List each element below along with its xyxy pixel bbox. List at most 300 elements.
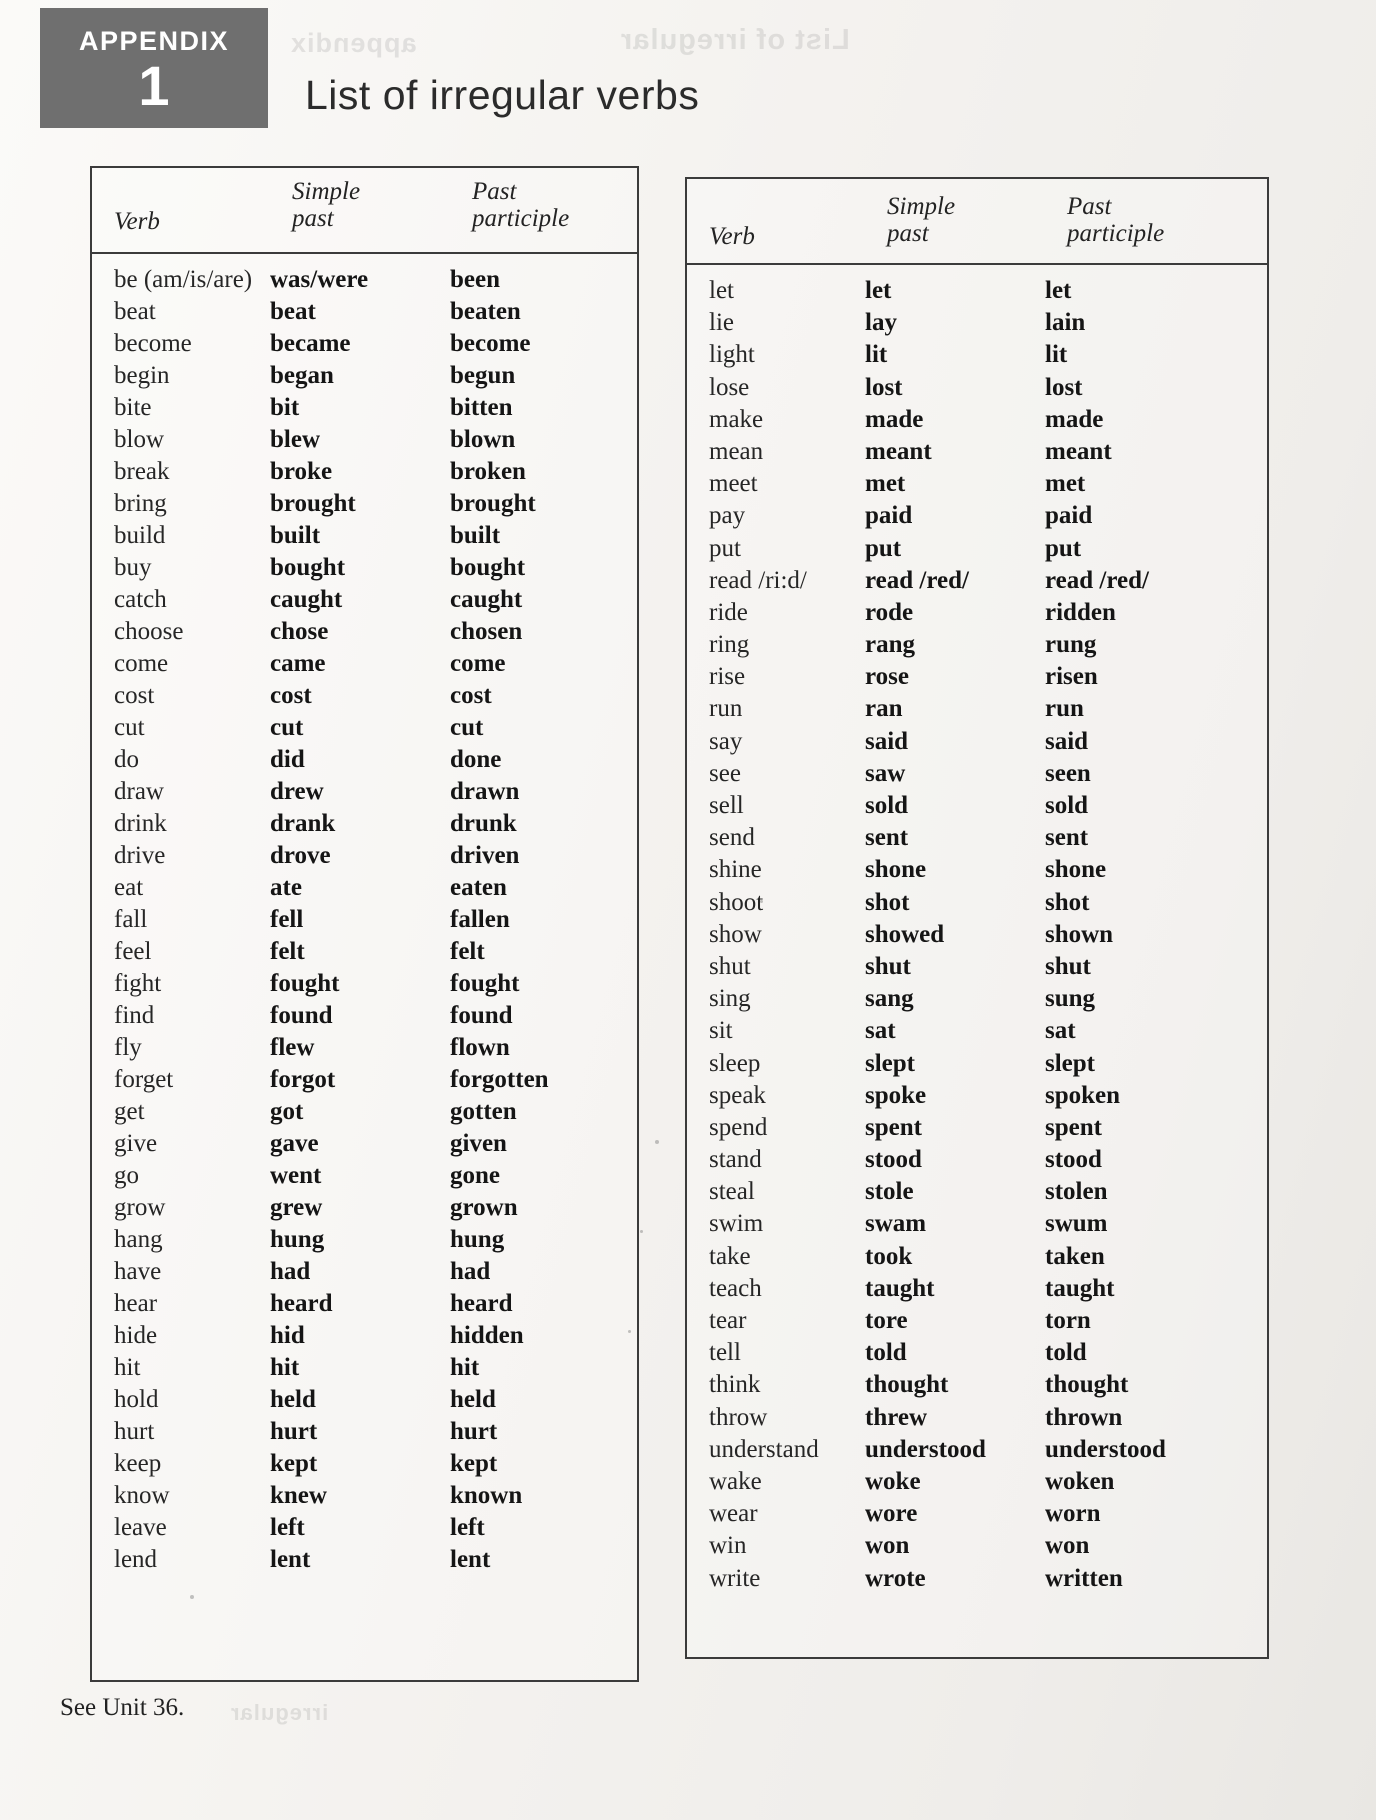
cell-simple-past: hung (270, 1226, 325, 1253)
cell-verb: tell (709, 1339, 741, 1367)
cell-past-participle: caught (450, 586, 523, 613)
cell-past-participle: become (450, 330, 531, 357)
cell-simple-past: broke (270, 458, 333, 485)
column-header-past-participle-line2: participle (1067, 220, 1165, 247)
cell-verb: drink (114, 810, 167, 837)
cell-simple-past: lost (865, 373, 903, 401)
column-header-simple-past-line2: past (292, 205, 334, 232)
cell-verb: begin (114, 362, 170, 389)
cell-past-participle: paid (1045, 502, 1093, 530)
cell-verb: show (709, 920, 762, 948)
cell-past-participle: done (450, 746, 502, 773)
cell-past-participle: hung (450, 1226, 505, 1253)
table-row (687, 693, 1267, 725)
cell-verb: do (114, 746, 139, 773)
cell-verb: shine (709, 856, 762, 884)
cell-simple-past: did (270, 746, 305, 773)
cell-verb: go (114, 1162, 139, 1189)
cell-past-participle: shone (1045, 856, 1107, 884)
table-header-left (92, 168, 637, 254)
cell-past-participle: felt (450, 938, 485, 965)
cell-past-participle: thought (1045, 1371, 1129, 1399)
paper-speck (190, 1595, 194, 1599)
cell-verb: meet (709, 470, 758, 498)
cell-verb: give (114, 1130, 158, 1157)
cell-verb: catch (114, 586, 167, 613)
cell-past-participle: sold (1045, 792, 1089, 819)
cell-past-participle: rung (1045, 631, 1097, 659)
cell-past-participle: lain (1045, 309, 1086, 337)
cell-simple-past: forgot (270, 1066, 336, 1093)
table-row (687, 1015, 1267, 1047)
cell-verb: read /ri:d/ (709, 566, 807, 594)
cell-simple-past: bit (270, 394, 300, 421)
cell-verb: fall (114, 906, 148, 933)
cell-verb: ring (709, 631, 750, 659)
cell-simple-past: taught (865, 1274, 935, 1302)
column-header-past-participle-line1: Past (1067, 193, 1112, 220)
cell-past-participle: meant (1045, 437, 1112, 465)
cell-past-participle: lit (1045, 341, 1068, 369)
cell-past-participle: forgotten (450, 1066, 549, 1093)
table-row (687, 1530, 1267, 1562)
column-header-simple-past (292, 178, 360, 232)
cell-simple-past: drove (270, 842, 331, 869)
table-row (687, 1498, 1267, 1530)
cell-simple-past: wrote (865, 1564, 926, 1592)
cell-simple-past: told (865, 1339, 907, 1367)
cell-past-participle: stood (1045, 1146, 1102, 1174)
table-row (687, 1434, 1267, 1466)
cell-past-participle: hurt (450, 1418, 498, 1445)
cell-verb: choose (114, 618, 184, 645)
cell-verb: think (709, 1371, 761, 1399)
cell-past-participle: drunk (450, 810, 517, 837)
table-row (92, 1544, 637, 1576)
cell-verb: speak (709, 1081, 766, 1109)
cell-simple-past: came (270, 650, 326, 677)
cell-simple-past: ran (865, 695, 903, 723)
cell-past-participle: spent (1045, 1113, 1102, 1141)
table-row (687, 1144, 1267, 1176)
cell-verb: swim (709, 1210, 764, 1238)
cell-past-participle: risen (1045, 663, 1098, 691)
cell-simple-past: drew (270, 778, 324, 805)
cell-past-participle: won (1045, 1532, 1090, 1560)
table-row (92, 456, 637, 488)
cell-verb: bite (114, 394, 152, 421)
cell-past-participle: sent (1045, 824, 1089, 852)
table-row (687, 1241, 1267, 1273)
cell-verb: send (709, 824, 755, 852)
cell-past-participle: ridden (1045, 598, 1116, 626)
cell-simple-past: was/were (270, 266, 369, 293)
cell-past-participle: found (450, 1002, 513, 1029)
cell-verb: stand (709, 1146, 762, 1174)
cell-simple-past: brought (270, 490, 356, 517)
cell-simple-past: drank (270, 810, 336, 837)
cell-simple-past: lent (270, 1546, 311, 1573)
cell-simple-past: left (270, 1514, 305, 1541)
cell-simple-past: beat (270, 298, 316, 325)
cell-verb: steal (709, 1178, 755, 1206)
cell-past-participle: taught (1045, 1274, 1115, 1302)
cell-verb: let (709, 277, 734, 304)
cell-verb: fight (114, 970, 162, 997)
cell-verb: know (114, 1482, 170, 1509)
paper-speck (628, 1330, 631, 1333)
cell-past-participle: torn (1045, 1307, 1091, 1334)
cell-past-participle: stolen (1045, 1178, 1108, 1206)
column-header-simple-past-line1: Simple (292, 178, 361, 205)
cell-simple-past: swam (865, 1210, 927, 1238)
cell-verb: throw (709, 1403, 768, 1431)
cell-simple-past: slept (865, 1049, 915, 1077)
cell-verb: hit (114, 1354, 141, 1381)
table-row (92, 680, 637, 712)
cell-simple-past: rang (865, 631, 915, 659)
cell-past-participle: sung (1045, 985, 1096, 1013)
cell-past-participle: bitten (450, 394, 513, 421)
cell-past-participle: fallen (450, 906, 510, 933)
table-row (687, 404, 1267, 436)
table-row (687, 951, 1267, 983)
appendix-label: APPENDIX (78, 26, 230, 56)
table-row (92, 424, 637, 456)
cell-past-participle: read /red/ (1045, 566, 1149, 594)
table-row (92, 1384, 637, 1416)
cell-verb: lose (709, 373, 750, 401)
cell-simple-past: let (865, 277, 892, 304)
cell-verb: build (114, 522, 166, 549)
cell-simple-past: shone (865, 856, 927, 884)
cell-simple-past: cut (270, 714, 304, 741)
page-title: List of irregular verbs (305, 72, 700, 118)
cell-verb: feel (114, 938, 152, 965)
cell-past-participle: sat (1045, 1017, 1076, 1045)
table-row (92, 904, 637, 936)
cell-past-participle: fought (450, 970, 520, 997)
cell-past-participle: said (1045, 727, 1089, 755)
table-row (92, 488, 637, 520)
cell-past-participle: held (450, 1386, 496, 1413)
cell-past-participle: built (450, 522, 501, 549)
cell-past-participle: cost (450, 682, 492, 709)
table-row (92, 1224, 637, 1256)
cell-verb: grow (114, 1194, 166, 1221)
cell-past-participle: been (450, 266, 500, 293)
cell-simple-past: heard (270, 1290, 333, 1317)
table-row (687, 726, 1267, 758)
cell-past-participle: drawn (450, 778, 520, 805)
cell-past-participle: thrown (1045, 1403, 1123, 1431)
table-row (687, 307, 1267, 339)
cell-simple-past: began (270, 362, 334, 389)
table-body-left (92, 254, 637, 1576)
cell-simple-past: hit (270, 1354, 300, 1381)
table-row (687, 533, 1267, 565)
cell-simple-past: sat (865, 1017, 896, 1045)
table-row (687, 629, 1267, 661)
cell-simple-past: fell (270, 906, 304, 933)
cell-past-participle: come (450, 650, 506, 677)
cell-verb: sing (709, 985, 751, 1013)
table-row (92, 1064, 637, 1096)
table-row (92, 744, 637, 776)
cell-verb: cost (114, 682, 155, 709)
cell-verb: understand (709, 1435, 819, 1463)
cell-past-participle: kept (450, 1450, 498, 1477)
cell-past-participle: bought (450, 554, 526, 581)
cell-simple-past: paid (865, 502, 913, 530)
cell-simple-past: sang (865, 985, 914, 1013)
cell-past-participle: taken (1045, 1242, 1105, 1270)
cell-past-participle: eaten (450, 874, 507, 901)
cell-past-participle: driven (450, 842, 520, 869)
cell-past-participle: told (1045, 1339, 1087, 1367)
cell-verb: run (709, 695, 743, 723)
table-row (687, 1369, 1267, 1401)
table-row (92, 1000, 637, 1032)
cell-verb: tear (709, 1307, 747, 1334)
cell-past-participle: broken (450, 458, 526, 485)
bleedthrough-text-top-right: List of irregular (620, 24, 850, 56)
cell-verb: shoot (709, 888, 764, 916)
cell-past-participle: met (1045, 470, 1086, 498)
irregular-verbs-table-left (90, 166, 639, 1682)
cell-simple-past: shot (865, 888, 910, 916)
column-header-past-participle (1067, 193, 1164, 247)
table-row (92, 1352, 637, 1384)
table-row (92, 1192, 637, 1224)
cell-verb: make (709, 405, 764, 433)
cell-past-participle: understood (1045, 1435, 1166, 1463)
cell-verb: write (709, 1564, 761, 1592)
table-row (92, 808, 637, 840)
cell-simple-past: meant (865, 437, 932, 465)
cell-past-participle: beaten (450, 298, 521, 325)
cell-simple-past: saw (865, 759, 906, 787)
cell-simple-past: won (865, 1532, 910, 1560)
cell-verb: see (709, 759, 741, 787)
cell-verb: put (709, 534, 741, 562)
paper-speck (760, 900, 763, 903)
table-row (687, 275, 1267, 307)
column-header-past-participle-line2: participle (472, 205, 570, 232)
cell-verb: hear (114, 1290, 158, 1317)
cell-verb: come (114, 650, 169, 677)
table-row (92, 1096, 637, 1128)
cell-past-participle: worn (1045, 1500, 1101, 1528)
cell-past-participle: flown (450, 1034, 510, 1061)
cell-past-participle: made (1045, 405, 1104, 433)
cell-verb: eat (114, 874, 144, 901)
cell-verb: pay (709, 502, 746, 530)
table-row (687, 1563, 1267, 1595)
table-row (92, 936, 637, 968)
table-row (687, 500, 1267, 532)
cell-verb: teach (709, 1274, 762, 1302)
table-row (687, 1048, 1267, 1080)
cell-past-participle: shut (1045, 952, 1091, 980)
cell-simple-past: kept (270, 1450, 318, 1477)
table-row (687, 1080, 1267, 1112)
cell-verb: spend (709, 1113, 768, 1141)
cell-simple-past: sent (865, 824, 909, 852)
column-header-past-participle (472, 178, 569, 232)
cell-simple-past: read /red/ (865, 566, 969, 594)
table-row (687, 854, 1267, 886)
cell-verb: become (114, 330, 192, 357)
cell-verb: draw (114, 778, 164, 805)
column-header-simple-past (887, 193, 955, 247)
table-body-right (687, 265, 1267, 1595)
cell-simple-past: sold (865, 792, 909, 819)
cell-simple-past: got (270, 1098, 304, 1125)
bleedthrough-text-top-left: appendix (290, 28, 417, 58)
cell-verb: forget (114, 1066, 174, 1093)
cell-verb: hang (114, 1226, 163, 1253)
cell-simple-past: shut (865, 952, 911, 980)
column-header-simple-past-line1: Simple (887, 193, 956, 220)
table-row (92, 520, 637, 552)
cell-past-participle: begun (450, 362, 516, 389)
cell-verb: blow (114, 426, 164, 453)
cell-simple-past: became (270, 330, 351, 357)
cell-simple-past: understood (865, 1435, 986, 1463)
cell-simple-past: knew (270, 1482, 327, 1509)
cell-verb: wake (709, 1467, 762, 1495)
cell-simple-past: thought (865, 1371, 949, 1399)
table-row (687, 983, 1267, 1015)
table-row (687, 1402, 1267, 1434)
cell-simple-past: rode (865, 598, 914, 626)
cell-past-participle: blown (450, 426, 516, 453)
table-row (92, 1256, 637, 1288)
cell-past-participle: brought (450, 490, 536, 517)
cell-verb: break (114, 458, 170, 485)
cell-verb: sleep (709, 1049, 761, 1077)
table-header-right (687, 179, 1267, 265)
cell-simple-past: tore (865, 1307, 908, 1334)
table-row (687, 436, 1267, 468)
table-row (92, 1320, 637, 1352)
table-row (687, 919, 1267, 951)
cell-simple-past: met (865, 470, 906, 498)
cell-past-participle: grown (450, 1194, 518, 1221)
column-header-verb: Verb (709, 223, 755, 250)
cell-past-participle: lent (450, 1546, 491, 1573)
cell-simple-past: built (270, 522, 321, 549)
column-header-verb: Verb (114, 208, 160, 235)
cell-simple-past: made (865, 405, 924, 433)
cell-simple-past: blew (270, 426, 320, 453)
cell-verb: buy (114, 554, 152, 581)
cell-verb: lend (114, 1546, 158, 1573)
cell-verb: cut (114, 714, 145, 741)
cell-simple-past: hurt (270, 1418, 318, 1445)
cell-simple-past: took (865, 1242, 913, 1270)
cell-simple-past: wore (865, 1500, 918, 1528)
table-row (92, 1416, 637, 1448)
cell-simple-past: threw (865, 1403, 928, 1431)
table-row (687, 1466, 1267, 1498)
table-row (92, 1160, 637, 1192)
table-row (92, 392, 637, 424)
see-unit-note: See Unit 36. (60, 1694, 185, 1721)
cell-simple-past: stood (865, 1146, 922, 1174)
cell-past-participle: hidden (450, 1322, 524, 1349)
cell-verb: say (709, 727, 743, 755)
cell-past-participle: shot (1045, 888, 1090, 916)
cell-past-participle: cut (450, 714, 484, 741)
cell-simple-past: flew (270, 1034, 315, 1061)
table-row (92, 1448, 637, 1480)
cell-simple-past: hid (270, 1322, 305, 1349)
table-row (687, 1112, 1267, 1144)
cell-past-participle: slept (1045, 1049, 1095, 1077)
cell-verb: take (709, 1242, 751, 1270)
cell-simple-past: cost (270, 682, 312, 709)
table-row (687, 1273, 1267, 1305)
cell-simple-past: rose (865, 663, 909, 691)
table-row (92, 264, 637, 296)
table-row (92, 552, 637, 584)
cell-past-participle: swum (1045, 1210, 1108, 1238)
cell-simple-past: bought (270, 554, 346, 581)
cell-verb: sit (709, 1017, 733, 1045)
cell-simple-past: caught (270, 586, 343, 613)
cell-verb: keep (114, 1450, 162, 1477)
cell-simple-past: found (270, 1002, 333, 1029)
cell-verb: shut (709, 952, 751, 980)
cell-past-participle: spoken (1045, 1081, 1121, 1109)
cell-simple-past: stole (865, 1178, 914, 1206)
cell-verb: hide (114, 1322, 158, 1349)
cell-past-participle: woken (1045, 1467, 1115, 1495)
cell-past-participle: gotten (450, 1098, 517, 1125)
cell-past-participle: left (450, 1514, 485, 1541)
cell-past-participle: seen (1045, 759, 1091, 787)
table-row (687, 661, 1267, 693)
cell-simple-past: spent (865, 1113, 922, 1141)
cell-simple-past: had (270, 1258, 311, 1285)
cell-simple-past: said (865, 727, 909, 755)
cell-verb: leave (114, 1514, 167, 1541)
cell-verb: find (114, 1002, 155, 1029)
cell-verb: fly (114, 1034, 142, 1061)
table-row (687, 468, 1267, 500)
cell-verb: wear (709, 1500, 758, 1528)
paper-speck (640, 1230, 643, 1233)
table-row (687, 758, 1267, 790)
table-row (92, 872, 637, 904)
cell-verb: bring (114, 490, 167, 517)
table-row (92, 1288, 637, 1320)
table-row (92, 1480, 637, 1512)
cell-simple-past: held (270, 1386, 316, 1413)
table-row (687, 597, 1267, 629)
table-row (92, 328, 637, 360)
cell-verb: mean (709, 437, 764, 465)
cell-verb: drive (114, 842, 166, 869)
cell-verb: hold (114, 1386, 159, 1413)
table-row (92, 776, 637, 808)
cell-verb: have (114, 1258, 162, 1285)
table-row (92, 1032, 637, 1064)
cell-verb: hurt (114, 1418, 155, 1445)
table-row (92, 712, 637, 744)
